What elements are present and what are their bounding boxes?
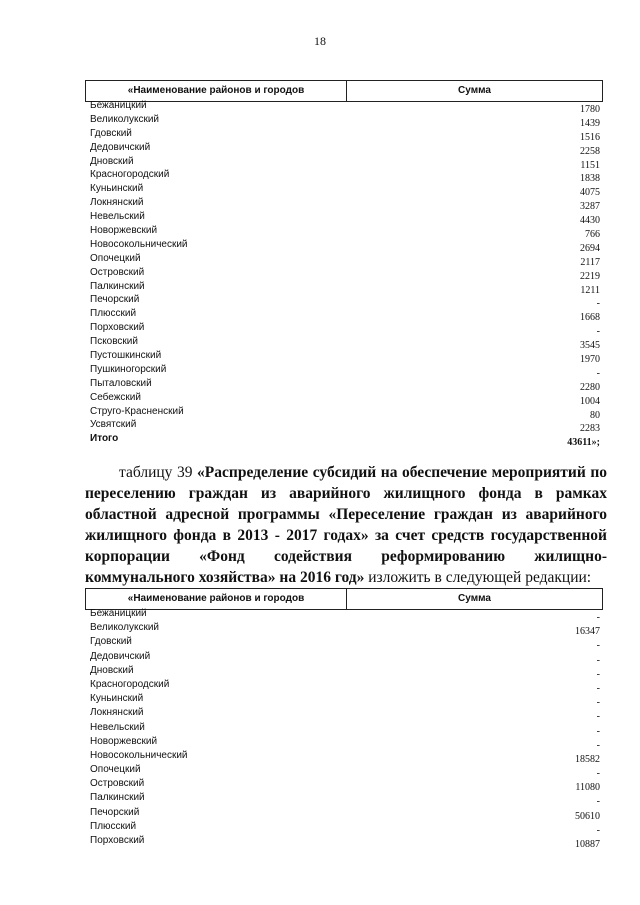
amount: - (596, 612, 600, 623)
district-name: Красногородский (90, 169, 170, 181)
district-name: Гдовский (90, 636, 132, 648)
district-name: Невельский (90, 721, 145, 733)
amount: - (596, 768, 600, 780)
table-row (85, 266, 603, 283)
district-name: Новосокольнический (90, 749, 188, 761)
district-name: Великолукский (90, 622, 160, 634)
table-row (85, 296, 603, 310)
table-row (85, 749, 603, 766)
district-name: Палкинский (90, 792, 145, 804)
district-name: Невельский (90, 211, 145, 223)
amount: - (596, 640, 600, 652)
amount: - (596, 298, 600, 310)
table-row (85, 324, 603, 338)
amount: 3545 (580, 340, 600, 352)
district-name: Локнянский (90, 707, 144, 719)
amount: 1970 (580, 354, 600, 366)
table-row (85, 794, 603, 808)
column-header-name: «Наименование районов и городов (86, 81, 347, 101)
amount: - (596, 668, 600, 680)
amount: 10887 (575, 839, 600, 850)
district-name: Опочецкий (90, 764, 141, 776)
paragraph-tail: изложить в следующей редакции: (364, 569, 592, 586)
table-header (85, 588, 603, 610)
table-row (85, 113, 603, 130)
table-row (85, 780, 603, 794)
amount: - (596, 367, 600, 379)
table-row (85, 721, 603, 738)
table-row (85, 280, 603, 297)
table-row (85, 820, 603, 837)
table-row (85, 695, 603, 709)
district-name: Печорский (90, 806, 140, 818)
district-name: Себежский (90, 391, 141, 403)
table-row (85, 610, 603, 624)
amount: - (596, 326, 600, 338)
district-name: Пустошкинский (90, 350, 162, 362)
amount: 1780 (580, 104, 600, 115)
district-name: Островский (90, 266, 145, 278)
table-body (85, 610, 603, 851)
column-header-sum: Сумма (458, 85, 491, 96)
amount: 4075 (580, 187, 600, 199)
amount: 1004 (580, 395, 600, 407)
amount: - (596, 711, 600, 723)
subsidy-table-1 (85, 80, 603, 449)
amount: 11080 (575, 782, 600, 794)
district-name: Гдовский (90, 127, 132, 139)
district-name: Локнянский (90, 197, 144, 209)
amount: - (596, 725, 600, 737)
amount: 2283 (580, 423, 600, 435)
district-name: Плюсский (90, 820, 137, 832)
table-row (85, 377, 603, 394)
amount: 2280 (580, 381, 600, 393)
amount: 2258 (580, 145, 600, 157)
amount: - (596, 654, 600, 666)
amount: 2117 (580, 256, 600, 268)
total-row (85, 435, 603, 449)
amount: 3287 (580, 201, 600, 213)
paragraph-lead: таблицу 39 (119, 464, 198, 481)
total-amount: 43611»; (567, 437, 600, 449)
table-row (85, 310, 603, 324)
amount: 766 (585, 229, 600, 241)
table-row (85, 709, 603, 723)
table-row (85, 252, 603, 269)
amount: 16347 (575, 626, 600, 638)
column-header-sum: Сумма (458, 593, 491, 604)
amount: 1516 (580, 131, 600, 143)
table-row (85, 650, 603, 667)
district-name: Дновский (90, 664, 134, 676)
amount: 1151 (580, 159, 600, 171)
table-row (85, 238, 603, 255)
amount: - (596, 739, 600, 751)
table-row (85, 141, 603, 158)
district-name: Дновский (90, 155, 134, 167)
amount: 2219 (580, 270, 600, 282)
page-number: 18 (314, 34, 326, 48)
district-name: Пыталовский (90, 377, 152, 389)
amount: - (596, 796, 600, 808)
table-row (85, 363, 603, 380)
amount: 1439 (580, 117, 600, 129)
amount: 2694 (580, 242, 600, 254)
table-body (85, 102, 603, 449)
table-row (85, 837, 603, 851)
district-name: Порховский (90, 322, 145, 334)
amount: - (596, 682, 600, 694)
table-row (85, 338, 603, 352)
district-name: Новоржевский (90, 735, 158, 747)
district-name: Пушкиногорский (90, 363, 167, 375)
district-name: Новосокольнический (90, 238, 188, 250)
district-name: Островский (90, 778, 145, 790)
amount: 50610 (575, 810, 600, 822)
table-row (85, 171, 603, 185)
amount: 4430 (580, 215, 600, 227)
table-row (85, 185, 603, 199)
district-name: Красногородский (90, 678, 170, 690)
table-header (85, 80, 603, 102)
amount: 80 (590, 409, 600, 421)
district-name: Новоржевский (90, 225, 158, 237)
district-name: Дедовичский (90, 650, 151, 662)
amount: 1838 (580, 173, 600, 185)
amendment-paragraph (85, 462, 607, 588)
district-name: Бежаницкий (90, 100, 147, 111)
table-row (85, 678, 603, 695)
table-row (85, 638, 603, 652)
district-name: Палкинский (90, 280, 145, 292)
table-row (85, 624, 603, 638)
subsidy-table-2 (85, 588, 603, 851)
district-name: Куньинский (90, 183, 144, 195)
district-name: Опочецкий (90, 252, 141, 264)
district-name: Дедовичский (90, 141, 151, 153)
table-row (85, 806, 603, 823)
district-name: Бежаницкий (90, 608, 147, 619)
district-name: Великолукский (90, 113, 160, 125)
amount: - (596, 697, 600, 709)
table-row (85, 102, 603, 116)
district-name: Плюсский (90, 308, 137, 320)
table-row (85, 766, 603, 780)
district-name: Усвятский (90, 419, 137, 431)
table-row (85, 421, 603, 435)
table-row (85, 213, 603, 227)
total-label: Итого (90, 433, 119, 445)
amount: - (596, 824, 600, 836)
district-name: Порховский (90, 835, 145, 846)
table-row (85, 199, 603, 213)
district-name: Псковский (90, 336, 138, 348)
district-name: Печорский (90, 294, 140, 306)
table-row (85, 405, 603, 422)
district-name: Струго-Красненский (90, 405, 184, 417)
amount: 1211 (580, 284, 600, 296)
table-row (85, 127, 603, 144)
amount: 18582 (575, 753, 600, 765)
amount: 1668 (580, 312, 600, 324)
column-header-name: «Наименование районов и городов (86, 589, 347, 609)
paragraph-table-title: «Распределение субсидий на обеспечение мероприятий по переселению граждан из аварийного жилищного фонда в рамках областной адресной программы «Переселение граждан из аварийного жилищного фонда в 2013 - 2017 годах» за счет средств государственной корпорации «Фонд содействия реформированию жилищно-коммунального хозяйства» на 2016 год» (85, 464, 607, 586)
district-name: Куньинский (90, 693, 144, 705)
